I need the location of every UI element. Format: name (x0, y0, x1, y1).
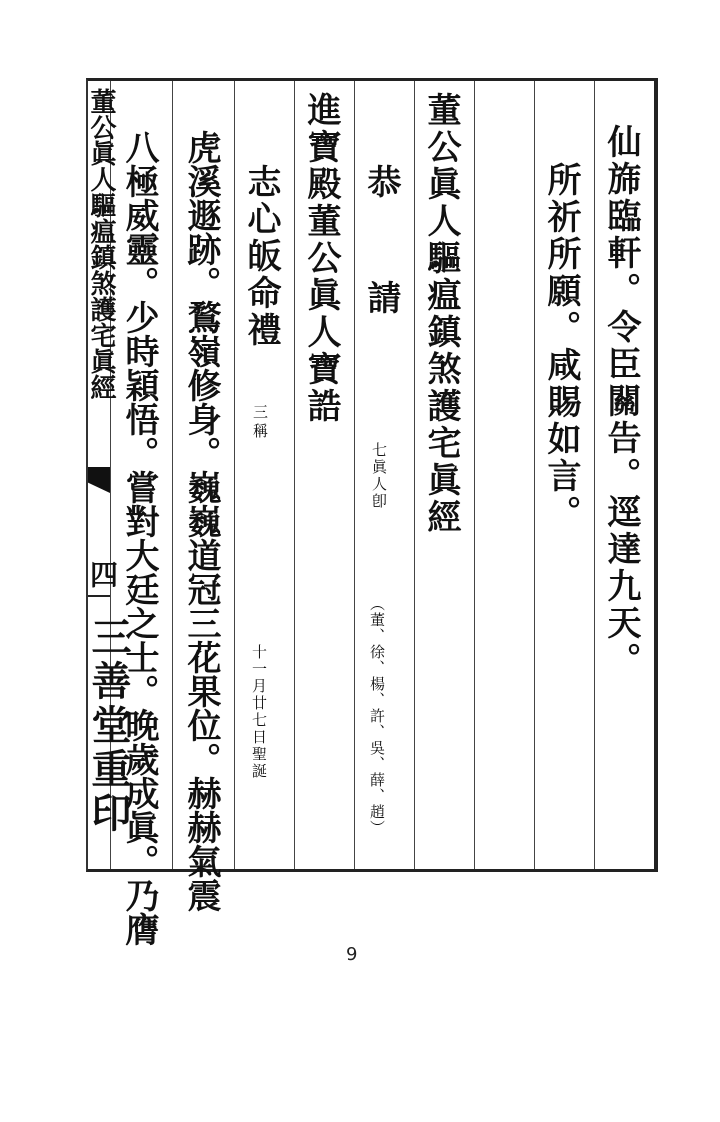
column-divider (294, 81, 295, 869)
deities-names: （董、徐、楊、許、吳、薛、趙） (368, 596, 386, 836)
birthday-note: 十一月廿七日聖誕 (250, 644, 268, 780)
treasure-title: 進寶殿董公眞人寶誥 (301, 92, 341, 425)
text-column-9: 八極威靈。少時穎悟。嘗對大廷之士。晚歲成眞。乃膺 (119, 130, 159, 946)
margin-leaf-label: 四 (86, 560, 119, 589)
column-divider (354, 81, 355, 869)
column-divider (234, 81, 235, 869)
text-column-8: 虎溪遯跡。鶩嶺修身。巍巍道冠三花果位。赫赫氣震 (181, 130, 221, 912)
scripture-title: 董公眞人驅瘟鎮煞護宅眞經 (421, 92, 461, 536)
recite-times-note: 三稱 (251, 404, 269, 442)
ritual-text: 志心皈命禮 (241, 164, 281, 349)
fish-tail-marker (88, 467, 110, 493)
deities-label: 七眞人卽 (370, 442, 388, 510)
margin-divider (88, 595, 110, 597)
column-divider (414, 81, 415, 869)
margin-publisher: 三善堂重印 (85, 616, 132, 836)
column-divider (594, 81, 595, 869)
column-divider (172, 81, 173, 869)
text-column-1: 仙旆臨軒。令臣關告。逕達九天。 (601, 124, 641, 679)
page-number: 9 (346, 944, 358, 965)
column-divider (474, 81, 475, 869)
text-column-2: 所祈所願。咸賜如言。 (541, 162, 581, 532)
invocation-text: 恭 請 (361, 164, 401, 338)
margin-book-title: 董公眞人驅瘟鎮煞護宅眞經 (86, 88, 116, 400)
column-divider (534, 81, 535, 869)
